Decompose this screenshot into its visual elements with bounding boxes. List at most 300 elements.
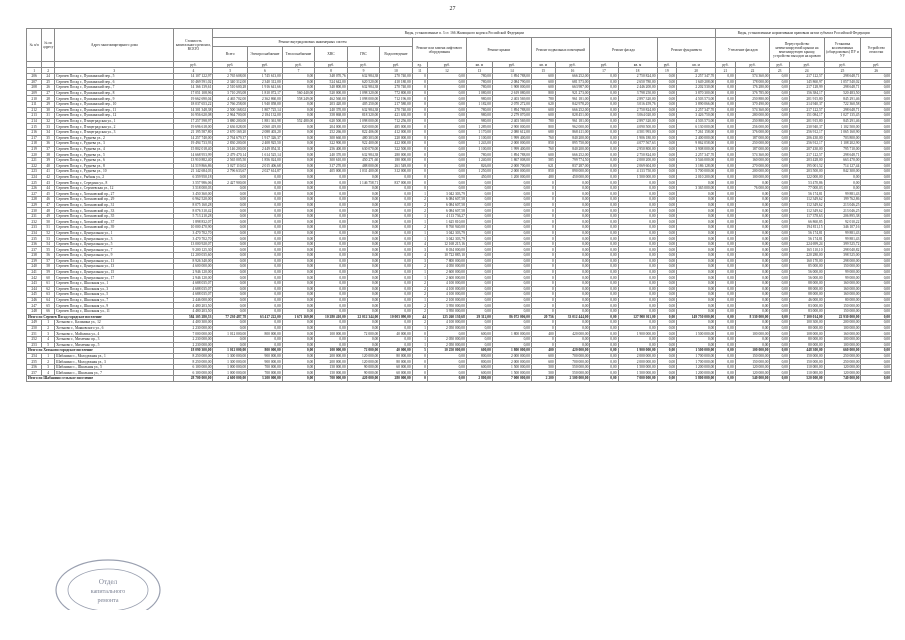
table-cell: 240 370,00: [315, 107, 348, 113]
table-cell: 524 642,00: [315, 79, 348, 85]
table-cell: 256 000,00: [735, 124, 770, 130]
table-cell: 0,00: [770, 96, 790, 102]
table-cell: 1 200 000,00: [677, 364, 716, 370]
table-cell: 0,00: [677, 236, 716, 242]
table-cell: 4: [42, 336, 55, 342]
table-cell: 0,00: [282, 258, 315, 264]
table-cell: 0: [412, 101, 427, 107]
table-cell: 2 600 000,00: [427, 269, 466, 275]
address-cell: Сергиев Посад г., Птицеградская ул., 1: [55, 118, 174, 124]
table-cell: 0,00: [824, 185, 861, 191]
table-cell: 257: [27, 370, 42, 376]
table-cell: 0,00: [248, 213, 283, 219]
table-cell: 480: [531, 174, 555, 180]
table-cell: 19 696 618,00: [174, 124, 213, 130]
table-cell: 1 614 525,14: [248, 152, 283, 158]
table-cell: 420 000,00: [555, 331, 590, 337]
table-cell: 250: [27, 325, 42, 331]
table-cell: 2 764 679,37: [213, 135, 248, 141]
table-cell: 558 249,00: [282, 96, 315, 102]
unit-cell-12: руб.: [427, 62, 466, 68]
address-cell: Сергиев Посад г., Центральная ул., 3: [55, 236, 174, 242]
table-cell: 448 300,00: [789, 348, 824, 354]
table-cell: 1 080,00: [466, 90, 492, 96]
table-cell: 0,00: [716, 225, 736, 231]
table-cell: 0,00: [590, 208, 618, 214]
table-cell: 3 546 000,00: [677, 157, 716, 163]
table-cell: 1 999 400,00: [492, 146, 531, 152]
table-cell: 0: [531, 336, 555, 342]
table-cell: 203 420,00: [315, 101, 348, 107]
table-cell: 0,00: [770, 213, 790, 219]
table-cell: 0,00: [380, 342, 413, 348]
table-cell: 0,00: [427, 90, 466, 96]
table-cell: 1 894 788,00: [492, 74, 531, 80]
table-cell: 0,00: [770, 180, 790, 186]
table-cell: 799 774,50: [555, 157, 590, 163]
table-cell: 0,00: [213, 342, 248, 348]
table-cell: 0,00: [555, 241, 590, 247]
table-cell: 0,00: [492, 219, 531, 225]
table-cell: 0,00: [716, 353, 736, 359]
table-cell: 0,00: [861, 230, 892, 236]
table-cell: 2 510 600,28: [213, 85, 248, 91]
table-cell: 232: [27, 219, 42, 225]
table-cell: 0,00: [657, 157, 677, 163]
table-cell: 2 050 000,00: [427, 336, 466, 342]
table-cell: 2: [412, 264, 427, 270]
table-cell: 0: [412, 118, 427, 124]
table-cell: 574 360,00: [735, 107, 770, 113]
table-cell: 0,00: [861, 241, 892, 247]
table-cell: 226: [27, 185, 42, 191]
subtotal-label: Итого по Хотьково городское поселение: [27, 348, 174, 354]
table-cell: 35: [42, 135, 55, 141]
table-cell: 0,00: [380, 213, 413, 219]
table-cell: 0,00: [380, 202, 413, 208]
table-cell: 2 427 900,00: [213, 180, 248, 186]
table-cell: 200 000,00: [315, 353, 348, 359]
table-cell: 0,00: [716, 303, 736, 309]
table-cell: 8 926 340,00: [174, 258, 213, 264]
table-cell: 1 098 000,00: [347, 118, 380, 124]
table-cell: 0,00: [380, 303, 413, 309]
table-cell: 312 000,00: [380, 169, 413, 175]
table-cell: 2: [412, 320, 427, 326]
table-cell: 211: [27, 101, 42, 107]
table-cell: 0,00: [770, 157, 790, 163]
table-cell: 780,00: [466, 107, 492, 113]
table-cell: 0,00: [657, 308, 677, 314]
table-cell: 213: [27, 113, 42, 119]
table-cell: 322 900,00: [315, 141, 348, 147]
table-cell: 0,00: [282, 141, 315, 147]
table-cell: 0,00: [282, 113, 315, 119]
address-cell: Шабанино с., Молодежная ул., 3: [55, 359, 174, 365]
table-cell: 298 648,71: [824, 74, 861, 80]
table-cell: 14 107 122,97: [174, 74, 213, 80]
table-cell: 0,00: [735, 275, 770, 281]
table-cell: 0,00: [315, 247, 348, 253]
table-cell: 712 196,00: [380, 96, 413, 102]
table-cell: 112 349,62: [789, 202, 824, 208]
table-cell: 221: [27, 157, 42, 163]
table-cell: 0: [531, 208, 555, 214]
table-cell: 7 000 000,00: [492, 376, 531, 382]
table-cell: 0,00: [770, 241, 790, 247]
subtotal-label: Итого по Сергиев Посад городское поселение: [27, 314, 174, 320]
table-cell: 0,00: [861, 247, 892, 253]
table-cell: 0,00: [861, 264, 892, 270]
unit-cell-25: руб.: [824, 62, 861, 68]
address-cell: Сергиев Посад г., Школьная ул., 7: [55, 297, 174, 303]
table-cell: 0,00: [590, 247, 618, 253]
table-cell: 0,00: [861, 275, 892, 281]
subtotal-label: Итого по Шабанино сельское поселение: [27, 376, 174, 382]
table-cell: 0,00: [716, 325, 736, 331]
table-cell: 800 000,00: [248, 348, 283, 354]
table-cell: 0,00: [770, 113, 790, 119]
table-cell: 0,00: [861, 79, 892, 85]
table-cell: 0,00: [657, 152, 677, 158]
table-cell: 0,00: [618, 325, 657, 331]
table-cell: 0,00: [555, 213, 590, 219]
table-cell: 0,00: [677, 342, 716, 348]
table-cell: 0,00: [590, 85, 618, 91]
table-cell: 0,00: [555, 225, 590, 231]
table-cell: 0,00: [315, 280, 348, 286]
table-cell: 0,00: [770, 163, 790, 169]
table-cell: 0,00: [315, 174, 348, 180]
colnum-cell-18: 18: [618, 68, 657, 74]
table-cell: 0: [412, 90, 427, 96]
table-cell: 600,00: [466, 370, 492, 376]
table-cell: 0,00: [657, 163, 677, 169]
address-cell: Сергиев Посад г., Школьная ул., 11: [55, 308, 174, 314]
table-cell: 176 280,00: [735, 85, 770, 91]
table-cell: 0,00: [590, 353, 618, 359]
table-cell: 2 000 000,00: [492, 169, 531, 175]
table-cell: 1 894 788,00: [492, 107, 531, 113]
table-cell: 0,00: [590, 308, 618, 314]
table-cell: 0,00: [315, 336, 348, 342]
table-cell: 270 740,00: [380, 85, 413, 91]
table-cell: 0,00: [677, 197, 716, 203]
table-cell: 2 070 272,00: [492, 101, 531, 107]
table-cell: 280 000,00: [380, 376, 413, 382]
unit-cell-10: руб.: [380, 62, 413, 68]
table-cell: 0,00: [618, 297, 657, 303]
table-cell: 0,00: [213, 197, 248, 203]
table-cell: 0,00: [677, 247, 716, 253]
table-cell: 0,00: [213, 269, 248, 275]
unit-cell-19: руб.: [657, 62, 677, 68]
table-cell: 0,00: [555, 292, 590, 298]
table-cell: 0,00: [248, 247, 283, 253]
table-cell: 230: [27, 208, 42, 214]
table-cell: 0,00: [282, 191, 315, 197]
table-cell: 2 500 168,02: [213, 107, 248, 113]
table-cell: 0,00: [716, 101, 736, 107]
table-cell: 0,00: [248, 219, 283, 225]
table-cell: 0: [531, 303, 555, 309]
colnum-cell-4: 4: [174, 68, 213, 74]
table-cell: 0,00: [590, 269, 618, 275]
table-cell: 4 100 000,00: [427, 292, 466, 298]
table-cell: 1 898 832,07: [174, 219, 213, 225]
table-cell: 0,00: [555, 258, 590, 264]
table-cell: 2 069 604,00: [618, 163, 657, 169]
table-cell: 0,00: [657, 180, 677, 186]
table-cell: 0,00: [716, 376, 736, 382]
table-cell: 218: [27, 141, 42, 147]
table-cell: 0,00: [347, 286, 380, 292]
table-cell: 0,00: [555, 180, 590, 186]
table-cell: 3 450 360,00: [174, 191, 213, 197]
table-cell: 0,00: [282, 325, 315, 331]
address-cell: Хотьково г., Михеенко пр., 5: [55, 342, 174, 348]
table-cell: 2 403 569,00: [492, 96, 531, 102]
table-cell: 700 000,00: [248, 370, 283, 376]
table-cell: 0,00: [657, 253, 677, 259]
table-cell: 0,00: [213, 308, 248, 314]
table-cell: 1: [412, 191, 427, 197]
table-cell: 34: [42, 129, 55, 135]
table-cell: 0,00: [618, 336, 657, 342]
table-cell: 0,00: [213, 280, 248, 286]
header-engineering: Ремонт внутридомовых инженерных систем: [213, 38, 412, 47]
table-cell: 80 000,00: [789, 325, 824, 331]
table-cell: 0,00: [492, 280, 531, 286]
table-cell: 0,00: [657, 230, 677, 236]
unit-cell-20: кв. м: [677, 62, 716, 68]
table-cell: 256: [27, 364, 42, 370]
table-cell: 0,00: [657, 74, 677, 80]
table-cell: 600: [531, 152, 555, 158]
table-cell: 842 978,20: [555, 101, 590, 107]
address-cell: Хотьково г., Калинина ул., 12: [55, 320, 174, 326]
table-cell: 51: [42, 225, 55, 231]
table-cell: 0,00: [213, 264, 248, 270]
table-cell: 217 128,99: [789, 85, 824, 91]
table-cell: 0,00: [466, 241, 492, 247]
table-cell: 0,00: [735, 269, 770, 275]
table-cell: 0,00: [861, 303, 892, 309]
table-cell: 300 660,00: [315, 135, 348, 141]
table-cell: 0,00: [427, 353, 466, 359]
table-cell: 199 762,86: [824, 197, 861, 203]
table-cell: 0,00: [282, 353, 315, 359]
table-cell: 700 000,00: [248, 364, 283, 370]
table-cell: 0,00: [657, 225, 677, 231]
table-cell: 4 100 000,00: [427, 320, 466, 326]
table-cell: 0,00: [861, 129, 892, 135]
table-cell: 0: [531, 191, 555, 197]
table-cell: 0,00: [770, 336, 790, 342]
table-cell: 0,00: [347, 208, 380, 214]
table-cell: 0,00: [213, 174, 248, 180]
table-cell: 33 012 444,00: [555, 314, 590, 320]
table-cell: 4 688 035,07: [174, 280, 213, 286]
table-cell: 0,00: [657, 275, 677, 281]
table-cell: 2 479 470,14: [213, 152, 248, 158]
address-cell: Сергиев Посад г., Хотьковский пр., 37: [55, 219, 174, 225]
table-cell: 600: [531, 85, 555, 91]
table-cell: 0,00: [282, 135, 315, 141]
table-cell: 0,00: [861, 185, 892, 191]
table-cell: 1 856 024,00: [248, 157, 283, 163]
table-cell: 0,00: [861, 320, 892, 326]
table-cell: 10 250 000,00: [427, 348, 466, 354]
table-cell: 0,00: [555, 325, 590, 331]
table-cell: 922 400,00: [347, 141, 380, 147]
table-cell: 210: [27, 96, 42, 102]
table-cell: 29: [42, 101, 55, 107]
table-cell: 0,00: [770, 169, 790, 175]
table-cell: 0,00: [492, 320, 531, 326]
table-cell: 0,00: [735, 258, 770, 264]
table-cell: 0,00: [677, 308, 716, 314]
table-cell: 0,00: [716, 292, 736, 298]
table-cell: 0,00: [555, 185, 590, 191]
table-cell: 0,00: [590, 292, 618, 298]
stamp-line-1: Отдел: [98, 578, 118, 586]
table-cell: 0,00: [770, 269, 790, 275]
table-cell: 160 000,00: [735, 157, 770, 163]
table-cell: 0,00: [770, 208, 790, 214]
table-cell: 246: [27, 297, 42, 303]
table-cell: 244: [27, 286, 42, 292]
table-cell: 54: [42, 241, 55, 247]
table-cell: 0,00: [735, 197, 770, 203]
table-cell: 0,00: [735, 236, 770, 242]
table-cell: 2 027 614,87: [248, 169, 283, 175]
table-cell: 0,00: [677, 230, 716, 236]
unit-cell-15: кв. м: [531, 62, 555, 68]
table-cell: 0,00: [492, 236, 531, 242]
table-cell: 0,00: [677, 303, 716, 309]
table-cell: 0,00: [315, 191, 348, 197]
table-cell: 0,00: [716, 180, 736, 186]
table-cell: 0: [412, 113, 427, 119]
table-cell: 0,00: [282, 342, 315, 348]
table-cell: 1: [412, 230, 427, 236]
table-cell: 6 100 000,00: [174, 370, 213, 376]
table-cell: 620 500,00: [315, 118, 348, 124]
table-cell: 0,00: [716, 208, 736, 214]
table-cell: 0,00: [657, 247, 677, 253]
table-cell: 0,00: [555, 230, 590, 236]
table-cell: 53: [42, 236, 55, 242]
table-cell: 0,00: [657, 146, 677, 152]
table-cell: 85 000,00: [789, 264, 824, 270]
table-cell: 3 016 459,76: [618, 101, 657, 107]
colnum-cell-9: 9: [347, 68, 380, 74]
unit-cell-7: руб.: [282, 62, 315, 68]
table-cell: 0,00: [380, 247, 413, 253]
table-cell: 0,00: [315, 230, 348, 236]
table-cell: 52: [42, 230, 55, 236]
table-cell: 13 000 920,07: [174, 241, 213, 247]
unit-cell-8: руб.: [315, 62, 348, 68]
table-cell: 0,00: [427, 157, 466, 163]
table-cell: 0,00: [657, 364, 677, 370]
table-cell: 0,00: [315, 197, 348, 203]
table-cell: 845 291,46: [824, 118, 861, 124]
address-cell: Сергиев Посад г., Руднева ул., 4: [55, 146, 174, 152]
table-cell: 120 000,00: [735, 364, 770, 370]
table-cell: 1: [42, 320, 55, 326]
table-cell: 0,00: [618, 185, 657, 191]
table-cell: 0,00: [347, 303, 380, 309]
table-cell: 0,00: [657, 258, 677, 264]
table-cell: 0,00: [347, 280, 380, 286]
table-cell: 0,00: [716, 336, 736, 342]
table-cell: 0,00: [735, 292, 770, 298]
table-cell: 0,00: [861, 219, 892, 225]
table-cell: 0,00: [248, 197, 283, 203]
table-cell: 298 648,71: [824, 85, 861, 91]
table-cell: 7 261 158,00: [677, 129, 716, 135]
table-cell: 1 031 400,00: [347, 169, 380, 175]
table-cell: 0,00: [861, 292, 892, 298]
table-cell: 0,00: [555, 202, 590, 208]
table-cell: 0,00: [590, 275, 618, 281]
table-cell: 0,00: [716, 174, 736, 180]
table-cell: 2 050 000,00: [427, 342, 466, 348]
table-cell: 0,00: [427, 180, 466, 186]
table-cell: 0,00: [590, 370, 618, 376]
table-cell: 480 303,00: [347, 135, 380, 141]
table-cell: 224: [27, 174, 42, 180]
table-cell: 83 000,00: [789, 303, 824, 309]
table-cell: 0,00: [657, 113, 677, 119]
table-cell: 0,00: [735, 280, 770, 286]
table-cell: 0,00: [590, 180, 618, 186]
table-cell: 0,00: [716, 74, 736, 80]
table-cell: 800 000,00: [248, 331, 283, 337]
table-cell: 0,00: [677, 213, 716, 219]
table-cell: 298 648,71: [824, 152, 861, 158]
table-cell: 2: [412, 197, 427, 203]
table-cell: 0,00: [657, 325, 677, 331]
table-cell: 0,00: [282, 85, 315, 91]
table-cell: 224 699,24: [789, 241, 824, 247]
table-cell: 2 500 000,00: [555, 376, 590, 382]
table-cell: 0,00: [770, 219, 790, 225]
table-cell: 0,00: [347, 174, 380, 180]
table-cell: 0,00: [735, 230, 770, 236]
table-cell: 230 940,37: [789, 124, 824, 130]
table-cell: 0,00: [590, 325, 618, 331]
table-cell: 223: [27, 169, 42, 175]
unit-cell-16: руб.: [555, 62, 590, 68]
table-cell: 0,00: [427, 135, 466, 141]
address-cell: Сергиев Посад г., Хотьковский пр., 35: [55, 213, 174, 219]
table-cell: 0,00: [657, 118, 677, 124]
header-group-left: Виды, установленные п. 3 ст. 166 Жилищного кодекса Российской Федерации: [213, 29, 716, 38]
table-cell: 0,00: [618, 241, 657, 247]
table-cell: 0: [531, 247, 555, 253]
table-cell: 0,00: [735, 336, 770, 342]
table-cell: 660 000,00: [824, 348, 861, 354]
table-cell: 0,00: [677, 202, 716, 208]
table-cell: 45: [42, 191, 55, 197]
table-cell: 3 950 000,00: [427, 308, 466, 314]
table-cell: 0,00: [427, 129, 466, 135]
table-cell: 632 984,38: [347, 107, 380, 113]
table-cell: 0,00: [770, 107, 790, 113]
